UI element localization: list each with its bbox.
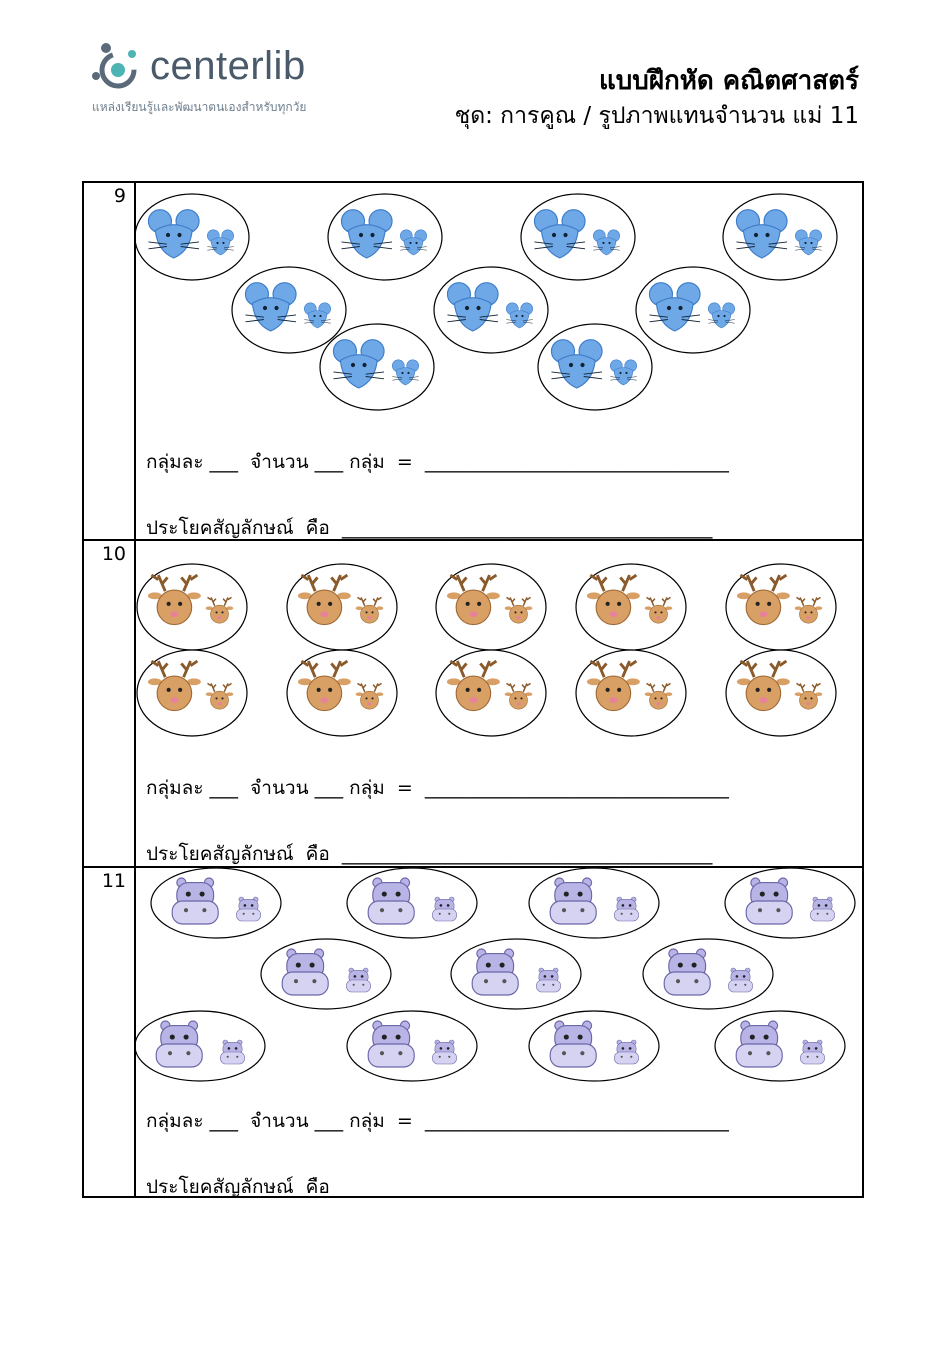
animal-group — [538, 324, 652, 410]
hippo-icon — [550, 1021, 596, 1067]
animal-group — [136, 194, 249, 280]
group-oval — [451, 939, 581, 1009]
animal-group — [434, 267, 548, 353]
animal-group — [576, 650, 686, 736]
group-oval — [529, 1011, 659, 1081]
animal-group — [287, 564, 397, 650]
number-sentence-line: ประโยคสัญลักษณ์ คือ _______________________________________ — [146, 1176, 713, 1198]
group-count-line: กลุ่มละ ___ จำนวน ___ กลุ่ม = ________________________________ — [146, 451, 729, 473]
problem-row-9 — [84, 183, 862, 541]
page-subtitle: ชุด: การคูณ / รูปภาพแทนจำนวน แม่ 11 — [454, 103, 859, 129]
logo-wordmark: centerlib — [150, 44, 306, 88]
page-title: แบบฝึกหัด คณิตศาสตร์ — [598, 66, 859, 96]
group-oval — [715, 1011, 845, 1081]
hippo-icon — [172, 878, 218, 924]
animal-group — [451, 939, 581, 1009]
animal-group — [232, 267, 346, 353]
animal-group — [529, 1011, 659, 1081]
hippo-icon — [664, 949, 710, 995]
animal-group — [436, 650, 546, 736]
hippo-icon — [156, 1021, 202, 1067]
hippo-icon — [347, 968, 371, 992]
problem-number: 11 — [101, 870, 126, 892]
animal-group — [347, 1011, 477, 1081]
group-oval — [347, 868, 477, 938]
hippo-icon — [472, 949, 518, 995]
hippo-icon — [221, 1040, 245, 1064]
group-oval — [725, 868, 855, 938]
hippo-icon — [237, 897, 261, 921]
animal-group — [723, 194, 837, 280]
logo-tagline: แหล่งเรียนรู้และพัฒนาตนเองสำหรับทุกวัย — [92, 100, 307, 114]
group-count-line: กลุ่มละ ___ จำนวน ___ กลุ่ม = ________________________________ — [146, 1110, 729, 1132]
problem-number: 9 — [113, 185, 126, 207]
animal-group — [715, 1011, 845, 1081]
animal-group — [151, 868, 281, 938]
group-oval — [643, 939, 773, 1009]
animal-group — [261, 939, 391, 1009]
group-count-line: กลุ่มละ ___ จำนวน ___ กลุ่ม = ________________________________ — [146, 777, 729, 799]
animal-group — [320, 324, 434, 410]
animal-group — [636, 267, 750, 353]
animal-group — [347, 868, 477, 938]
hippo-icon — [615, 1040, 639, 1064]
animal-group — [436, 564, 546, 650]
animal-group — [137, 564, 247, 650]
group-oval — [136, 1011, 265, 1081]
animal-group — [521, 194, 635, 280]
animal-group — [137, 650, 247, 736]
centerlib-logo — [92, 40, 352, 120]
group-oval — [529, 868, 659, 938]
hippo-icon — [550, 878, 596, 924]
hippo-icon — [433, 897, 457, 921]
animal-group — [328, 194, 442, 280]
hippo-icon — [811, 897, 835, 921]
hippo-icon — [368, 1021, 414, 1067]
hippo-icon — [736, 1021, 782, 1067]
animal-group — [136, 1011, 265, 1081]
number-sentence-line: ประโยคสัญลักษณ์ คือ _______________________________________ — [146, 517, 713, 539]
group-oval — [151, 868, 281, 938]
animal-group — [725, 868, 855, 938]
hippo-icon — [615, 897, 639, 921]
hippo-icon — [368, 878, 414, 924]
problem-row-10 — [84, 541, 862, 868]
hippo-icon — [282, 949, 328, 995]
problem-row-11 — [84, 868, 862, 1198]
reindeer-groups — [136, 541, 862, 751]
number-sentence-line: ประโยคสัญลักษณ์ คือ _______________________________________ — [146, 843, 713, 865]
animal-group — [643, 939, 773, 1009]
logo-mark-icon — [92, 40, 148, 96]
problem-number: 10 — [101, 543, 126, 565]
hippo-icon — [537, 968, 561, 992]
exercise-table — [82, 181, 864, 1198]
animal-group — [529, 868, 659, 938]
group-oval — [261, 939, 391, 1009]
hippo-icon — [746, 878, 792, 924]
hippo-icon — [433, 1040, 457, 1064]
hippo-groups — [136, 868, 862, 1093]
group-oval — [347, 1011, 477, 1081]
animal-group — [576, 564, 686, 650]
animal-group — [726, 650, 836, 736]
mouse-groups — [136, 183, 862, 423]
hippo-icon — [801, 1040, 825, 1064]
animal-group — [726, 564, 836, 650]
hippo-icon — [729, 968, 753, 992]
animal-group — [287, 650, 397, 736]
